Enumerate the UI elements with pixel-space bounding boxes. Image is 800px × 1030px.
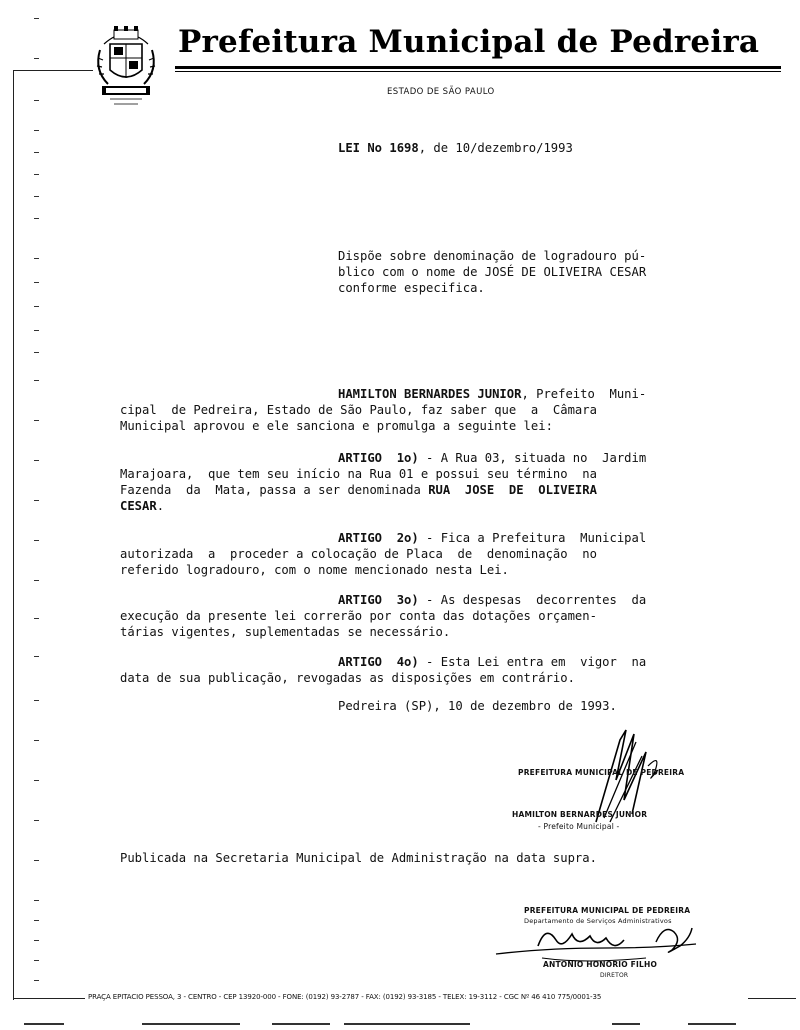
publication-note: Publicada na Secretaria Municipal de Administração na data supra. bbox=[120, 851, 597, 865]
paragraph-line bbox=[120, 386, 732, 402]
scan-edge-mark bbox=[344, 1023, 470, 1025]
artigo-4 bbox=[120, 654, 732, 686]
artigo-text: tárias vigentes, suplementadas se necessário. bbox=[120, 625, 451, 639]
artigo-text: execução da presente lei correrão por conta das dotações orçamen- bbox=[120, 609, 597, 623]
ementa-line: blico com o nome de JOSÉ DE OLIVEIRA CESAR bbox=[338, 265, 647, 279]
footer-address: PRAÇA EPITACIO PESSOA, 3 - CENTRO - CEP 13920-000 - FONE: (0192) 93-2787 - FAX: (0192) 93-3185 - TELEX: 19-3112 - CGC Nº 46 410 775/0001-35 bbox=[88, 993, 602, 1001]
header-title: Prefeitura Municipal de Pedreira bbox=[178, 24, 760, 60]
mayor-signature bbox=[508, 722, 748, 837]
margin-tick bbox=[34, 740, 39, 741]
signatory-name: HAMILTON BERNARDES JUNIOR bbox=[512, 810, 648, 819]
paragraph-line bbox=[120, 608, 732, 624]
paragraph-line bbox=[120, 624, 732, 640]
coat-of-arms-icon bbox=[90, 22, 162, 110]
signature-stamp: PREFEITURA MUNICIPAL DE PEDREIRA bbox=[518, 768, 685, 777]
margin-tick bbox=[34, 18, 39, 19]
artigo-text: Marajoara, que tem seu início na Rua 01 e possui seu término na bbox=[120, 467, 597, 481]
paragraph-line bbox=[120, 498, 732, 514]
footer-rule bbox=[13, 998, 85, 999]
artigo-2 bbox=[120, 530, 732, 578]
margin-tick bbox=[34, 58, 39, 59]
margin-tick bbox=[34, 420, 39, 421]
margin-tick bbox=[34, 700, 39, 701]
margin-tick bbox=[34, 500, 39, 501]
artigo-text: - A Rua 03, situada no Jardim bbox=[418, 451, 647, 465]
scan-edge-mark bbox=[688, 1023, 736, 1025]
frame-line bbox=[13, 70, 93, 71]
ementa bbox=[338, 248, 646, 296]
margin-tick bbox=[34, 460, 39, 461]
artigo-text: autorizada a proceder a colocação de Placa de denominação no bbox=[120, 547, 597, 561]
paragraph-line bbox=[120, 654, 732, 670]
signatory-name: ANTONIO HONORIO FILHO bbox=[543, 960, 658, 969]
artigo-label: ARTIGO 4o) bbox=[338, 655, 419, 669]
margin-tick bbox=[34, 380, 39, 381]
ementa-line: conforme especifica. bbox=[338, 281, 485, 295]
margin-tick bbox=[34, 900, 39, 901]
margin-tick bbox=[34, 130, 39, 131]
margin-tick bbox=[34, 100, 39, 101]
law-number: LEI No 1698 bbox=[338, 141, 419, 155]
margin-tick bbox=[34, 282, 39, 283]
artigo-1 bbox=[120, 450, 732, 514]
intro-text: cipal de Pedreira, Estado de São Paulo, faz saber que a Câmara bbox=[120, 403, 597, 417]
intro-text: Municipal aprovou e ele sanciona e promulga a seguinte lei: bbox=[120, 419, 553, 433]
margin-tick bbox=[34, 330, 39, 331]
margin-tick bbox=[34, 540, 39, 541]
margin-tick bbox=[34, 920, 39, 921]
scan-edge-mark bbox=[272, 1023, 330, 1025]
paragraph-line bbox=[120, 482, 732, 498]
margin-tick bbox=[34, 152, 39, 153]
signatory-role: DIRETOR bbox=[600, 972, 629, 979]
paragraph-line bbox=[120, 670, 732, 686]
place-date: Pedreira (SP), 10 de dezembro de 1993. bbox=[338, 699, 617, 713]
margin-tick bbox=[34, 656, 39, 657]
artigo-text: - Esta Lei entra em vigor na bbox=[418, 655, 647, 669]
margin-tick bbox=[34, 860, 39, 861]
margin-tick bbox=[34, 780, 39, 781]
footer-rule bbox=[748, 998, 796, 999]
margin-tick bbox=[34, 218, 39, 219]
margin-tick bbox=[34, 196, 39, 197]
intro-paragraph bbox=[120, 386, 732, 434]
margin-tick bbox=[34, 820, 39, 821]
paragraph-line bbox=[120, 562, 732, 578]
law-date: , de 10/dezembro/1993 bbox=[418, 141, 573, 155]
margin-tick bbox=[34, 940, 39, 941]
paragraph-line bbox=[120, 450, 732, 466]
margin-tick bbox=[34, 258, 39, 259]
margin-tick bbox=[34, 174, 39, 175]
margin-tick bbox=[34, 352, 39, 353]
margin-tick bbox=[34, 980, 39, 981]
artigo-text: Fazenda da Mata, passa a ser denominada bbox=[120, 483, 429, 497]
scan-edge-mark bbox=[612, 1023, 640, 1025]
left-margin-rule bbox=[13, 70, 14, 1000]
paragraph-line bbox=[120, 466, 732, 482]
artigo-text: referido logradouro, com o nome mencionado nesta Lei. bbox=[120, 563, 509, 577]
header-rule bbox=[175, 66, 781, 69]
paragraph-line bbox=[120, 592, 732, 608]
signature-stamp: PREFEITURA MUNICIPAL DE PEDREIRA bbox=[524, 906, 691, 915]
artigo-label: ARTIGO 2o) bbox=[338, 531, 419, 545]
signatory-role: - Prefeito Municipal - bbox=[538, 822, 620, 831]
law-title bbox=[338, 140, 573, 156]
artigo-text: - Fica a Prefeitura Municipal bbox=[418, 531, 647, 545]
street-name: CESAR bbox=[120, 499, 157, 513]
artigo-label: ARTIGO 3o) bbox=[338, 593, 419, 607]
header-rule-thin bbox=[175, 71, 781, 72]
mayor-name: HAMILTON BERNARDES JUNIOR bbox=[338, 387, 522, 401]
margin-tick bbox=[34, 580, 39, 581]
header-state: ESTADO DE SÃO PAULO bbox=[387, 87, 495, 97]
scan-edge-mark bbox=[142, 1023, 240, 1025]
margin-tick bbox=[34, 960, 39, 961]
artigo-text: . bbox=[156, 499, 165, 513]
margin-tick bbox=[34, 618, 39, 619]
paragraph-line bbox=[120, 546, 732, 562]
street-name: RUA JOSE DE OLIVEIRA bbox=[428, 483, 597, 497]
artigo-text: data de sua publicação, revogadas as disposições em contrário. bbox=[120, 671, 575, 685]
paragraph-line bbox=[120, 530, 732, 546]
artigo-text: - As despesas decorrentes da bbox=[418, 593, 647, 607]
paragraph-line bbox=[120, 402, 732, 418]
paragraph-line bbox=[120, 418, 732, 434]
margin-tick bbox=[34, 306, 39, 307]
artigo-3 bbox=[120, 592, 732, 640]
intro-text: , Prefeito Muni- bbox=[521, 387, 647, 401]
department-stamp: Departamento de Serviços Administrativos bbox=[524, 917, 672, 925]
artigo-label: ARTIGO 1o) bbox=[338, 451, 419, 465]
scan-edge-mark bbox=[24, 1023, 64, 1025]
ementa-line: Dispõe sobre denominação de logradouro pú- bbox=[338, 249, 647, 263]
